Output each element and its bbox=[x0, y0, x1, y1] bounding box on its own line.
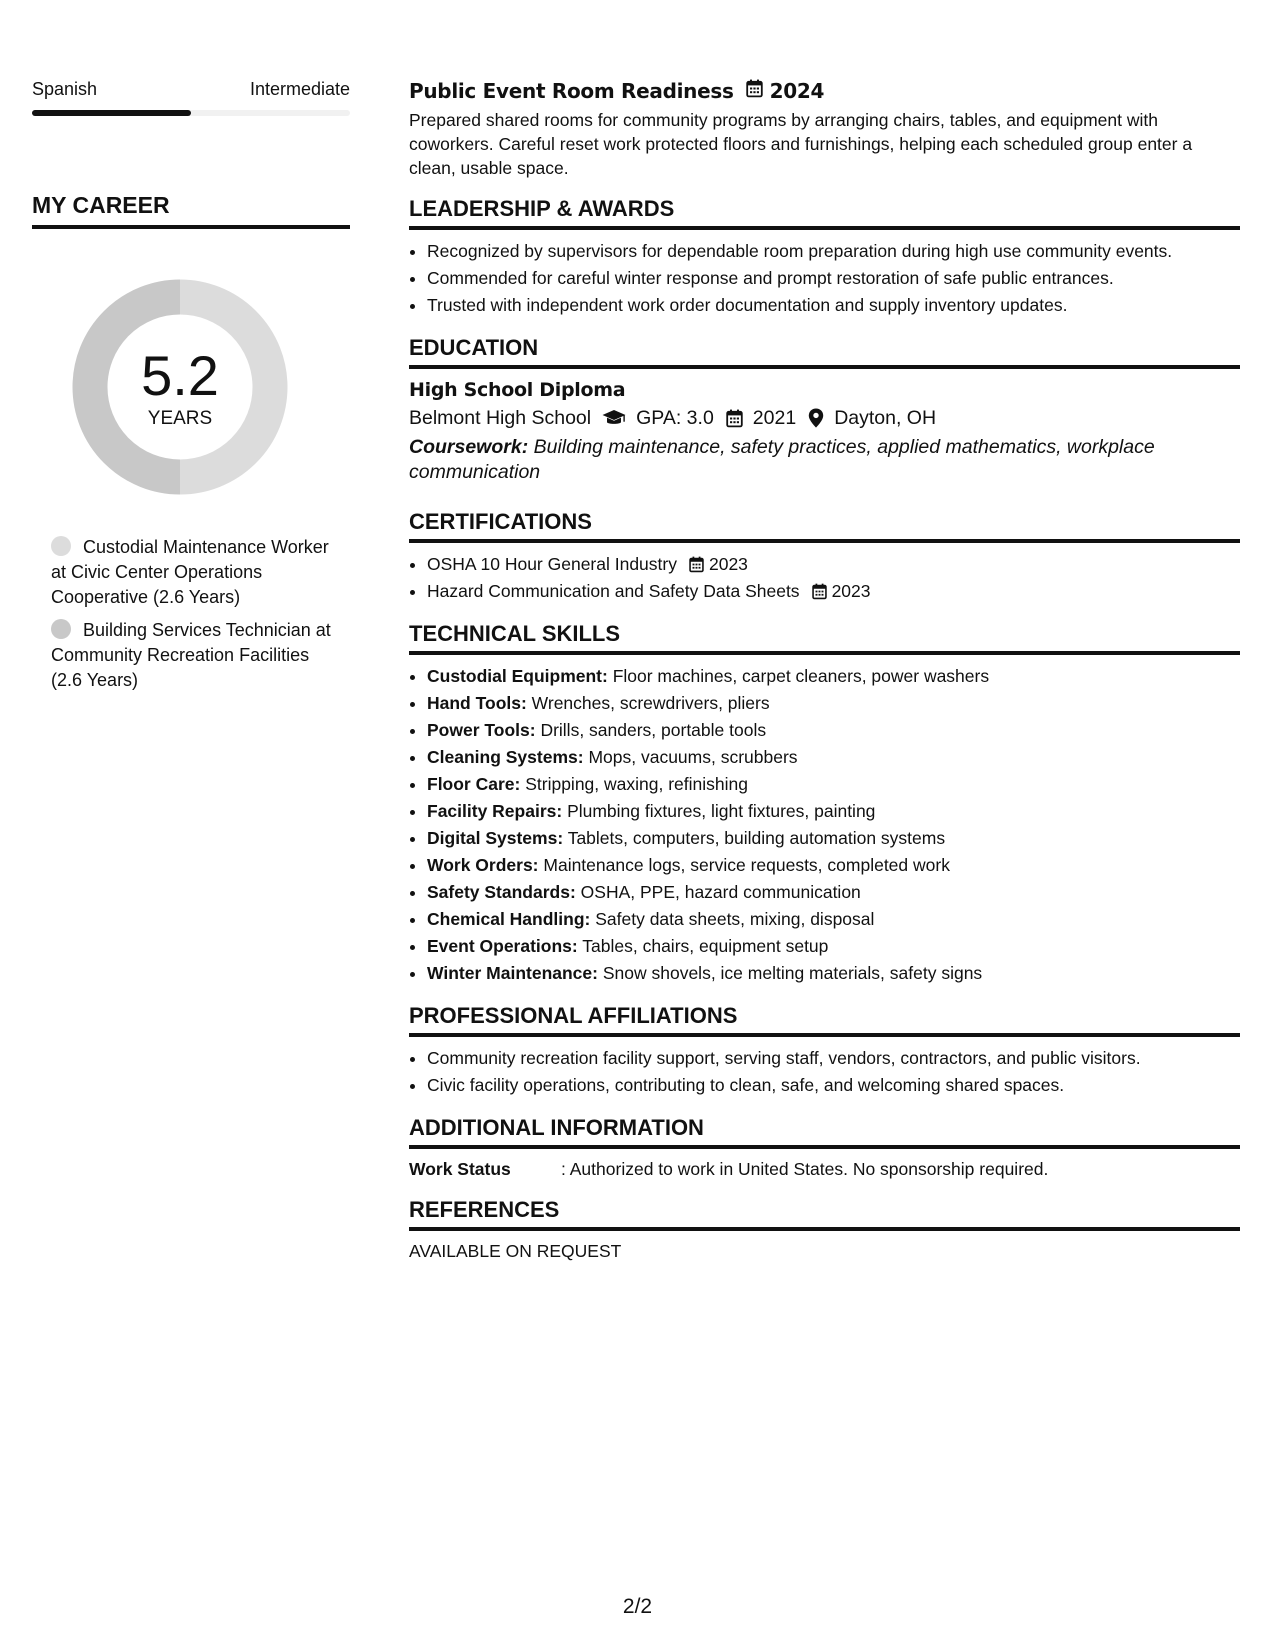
calendar-icon bbox=[746, 79, 763, 103]
coursework-label: Coursework: bbox=[409, 436, 529, 458]
location-pin-icon bbox=[808, 408, 824, 428]
skill-label: Floor Care: bbox=[427, 774, 521, 794]
skill-value: Maintenance logs, service requests, completed work bbox=[538, 855, 950, 875]
skill-value: Snow shovels, ice melting materials, safety signs bbox=[597, 963, 983, 983]
left-column bbox=[32, 78, 350, 701]
skill-value: Floor machines, carpet cleaners, power washers bbox=[607, 666, 990, 686]
skill-item bbox=[427, 744, 1240, 771]
calendar-icon bbox=[726, 409, 743, 428]
leadership-heading: LEADERSHIP & AWARDS bbox=[409, 196, 1240, 230]
certification-year: 2023 bbox=[831, 581, 871, 601]
certification-name: • Hazard Communication and Safety Data Sheets bbox=[427, 581, 800, 601]
list-item: • Commended for careful winter response and prompt restoration of safe public entrances. bbox=[427, 265, 1240, 292]
skill-value: Tablets, computers, building automation systems bbox=[563, 828, 946, 848]
list-item: • Recognized by supervisors for dependable room preparation during high use community events. bbox=[427, 238, 1240, 265]
certification-item bbox=[427, 551, 1240, 578]
skills-list bbox=[409, 663, 1240, 987]
skill-label: Winter Maintenance: bbox=[427, 963, 598, 983]
skill-item bbox=[427, 879, 1240, 906]
language-proficiency-bar bbox=[32, 110, 350, 116]
language-level: Intermediate bbox=[249, 79, 350, 99]
skill-item bbox=[427, 798, 1240, 825]
skill-value: Stripping, waxing, refinishing bbox=[520, 774, 748, 794]
education-heading: EDUCATION bbox=[409, 335, 1240, 369]
skill-item bbox=[427, 906, 1240, 933]
project-year: 2024 bbox=[769, 79, 825, 103]
career-item-text: Building Services Technician at Community Recreation Facilities (2.6 Years) bbox=[51, 620, 331, 690]
work-status-label: Work Status bbox=[409, 1159, 511, 1179]
skill-value: Drills, sanders, portable tools bbox=[535, 720, 767, 740]
education-location: Dayton, OH bbox=[834, 407, 937, 429]
affiliations-list bbox=[409, 1045, 1240, 1099]
career-legend-dot bbox=[51, 619, 71, 639]
career-item-text: Custodial Maintenance Worker at Civic Center Operations Cooperative (2.6 Years) bbox=[51, 537, 329, 607]
education-gpa: GPA: 3.0 bbox=[636, 407, 714, 429]
skill-value: Plumbing fixtures, light fixtures, painting bbox=[562, 801, 876, 821]
education-coursework bbox=[409, 435, 1240, 485]
project-title: Public Event Room Readiness bbox=[409, 79, 734, 103]
skill-label: Digital Systems: bbox=[427, 828, 564, 848]
career-heading: MY CAREER bbox=[32, 192, 350, 229]
certification-name: • OSHA 10 Hour General Industry bbox=[427, 554, 677, 574]
skill-value: OSHA, PPE, hazard communication bbox=[575, 882, 861, 902]
skill-item bbox=[427, 663, 1240, 690]
skill-item bbox=[427, 717, 1240, 744]
skill-value: Wrenches, screwdrivers, pliers bbox=[526, 693, 770, 713]
language-row bbox=[32, 78, 350, 100]
calendar-icon bbox=[689, 556, 704, 573]
list-item: • Community recreation facility support, serving staff, vendors, contractors, and public visitors. bbox=[427, 1045, 1240, 1072]
leadership-list bbox=[409, 238, 1240, 319]
project-description: Prepared shared rooms for community programs by arranging chairs, tables, and equipment with coworkers. Careful reset work protected floors and furnishings, helping each scheduled group enter a clean, usable space. bbox=[409, 110, 1193, 178]
graduation-cap-icon bbox=[602, 409, 626, 427]
additional-heading: ADDITIONAL INFORMATION bbox=[409, 1115, 1240, 1149]
language-proficiency-fill bbox=[32, 110, 191, 116]
skill-label: Event Operations: bbox=[427, 936, 578, 956]
skill-label: Work Orders: bbox=[427, 855, 539, 875]
list-item: • Civic facility operations, contributing to clean, safe, and welcoming shared spaces. bbox=[427, 1072, 1240, 1099]
skill-label: Custodial Equipment: bbox=[427, 666, 608, 686]
education-details bbox=[409, 403, 1240, 433]
coursework-text: Building maintenance, safety practices, applied mathematics, workplace communication bbox=[409, 436, 1155, 483]
career-total-years: 5.2 bbox=[141, 344, 219, 407]
page-number: 2/2 bbox=[622, 1595, 653, 1618]
references-heading: REFERENCES bbox=[409, 1197, 1240, 1231]
career-donut-chart bbox=[66, 273, 294, 501]
skill-label: Chemical Handling: bbox=[427, 909, 591, 929]
skill-value: Mops, vacuums, scrubbers bbox=[583, 747, 798, 767]
skill-value: Tables, chairs, equipment setup bbox=[577, 936, 829, 956]
language-name: Spanish bbox=[32, 79, 98, 99]
skills-heading: TECHNICAL SKILLS bbox=[409, 621, 1240, 655]
skill-item bbox=[427, 960, 1240, 987]
certification-item bbox=[427, 578, 1240, 605]
right-column bbox=[409, 78, 1240, 1263]
certification-year: 2023 bbox=[708, 554, 748, 574]
skill-label: Facility Repairs: bbox=[427, 801, 563, 821]
donut-center bbox=[66, 273, 294, 501]
education-school: Belmont High School bbox=[409, 407, 592, 429]
calendar-icon bbox=[812, 583, 827, 600]
skill-item bbox=[427, 771, 1240, 798]
work-status-value: : Authorized to work in United States. No sponsorship required. bbox=[561, 1159, 1049, 1179]
certifications-list bbox=[409, 551, 1240, 605]
career-list bbox=[51, 535, 336, 693]
skill-label: Power Tools: bbox=[427, 720, 536, 740]
skill-item bbox=[427, 852, 1240, 879]
list-item: • Trusted with independent work order documentation and supply inventory updates. bbox=[427, 292, 1240, 319]
skill-label: Hand Tools: bbox=[427, 693, 527, 713]
project-title-row bbox=[409, 78, 1240, 104]
skill-item bbox=[427, 933, 1240, 960]
skill-value: Safety data sheets, mixing, disposal bbox=[590, 909, 875, 929]
skill-label: Safety Standards: bbox=[427, 882, 576, 902]
career-legend-dot bbox=[51, 536, 71, 556]
skill-item bbox=[427, 690, 1240, 717]
references-text: AVAILABLE ON REQUEST bbox=[409, 1241, 622, 1261]
skill-label: Cleaning Systems: bbox=[427, 747, 584, 767]
education-year: 2021 bbox=[752, 407, 797, 429]
certifications-heading: CERTIFICATIONS bbox=[409, 509, 1240, 543]
affiliations-heading: PROFESSIONAL AFFILIATIONS bbox=[409, 1003, 1240, 1037]
career-item bbox=[51, 535, 336, 610]
skill-item bbox=[427, 825, 1240, 852]
education-degree: High School Diploma bbox=[409, 379, 626, 401]
career-years-label: YEARS bbox=[147, 408, 213, 429]
career-item bbox=[51, 618, 336, 693]
work-status-row bbox=[409, 1157, 1240, 1181]
